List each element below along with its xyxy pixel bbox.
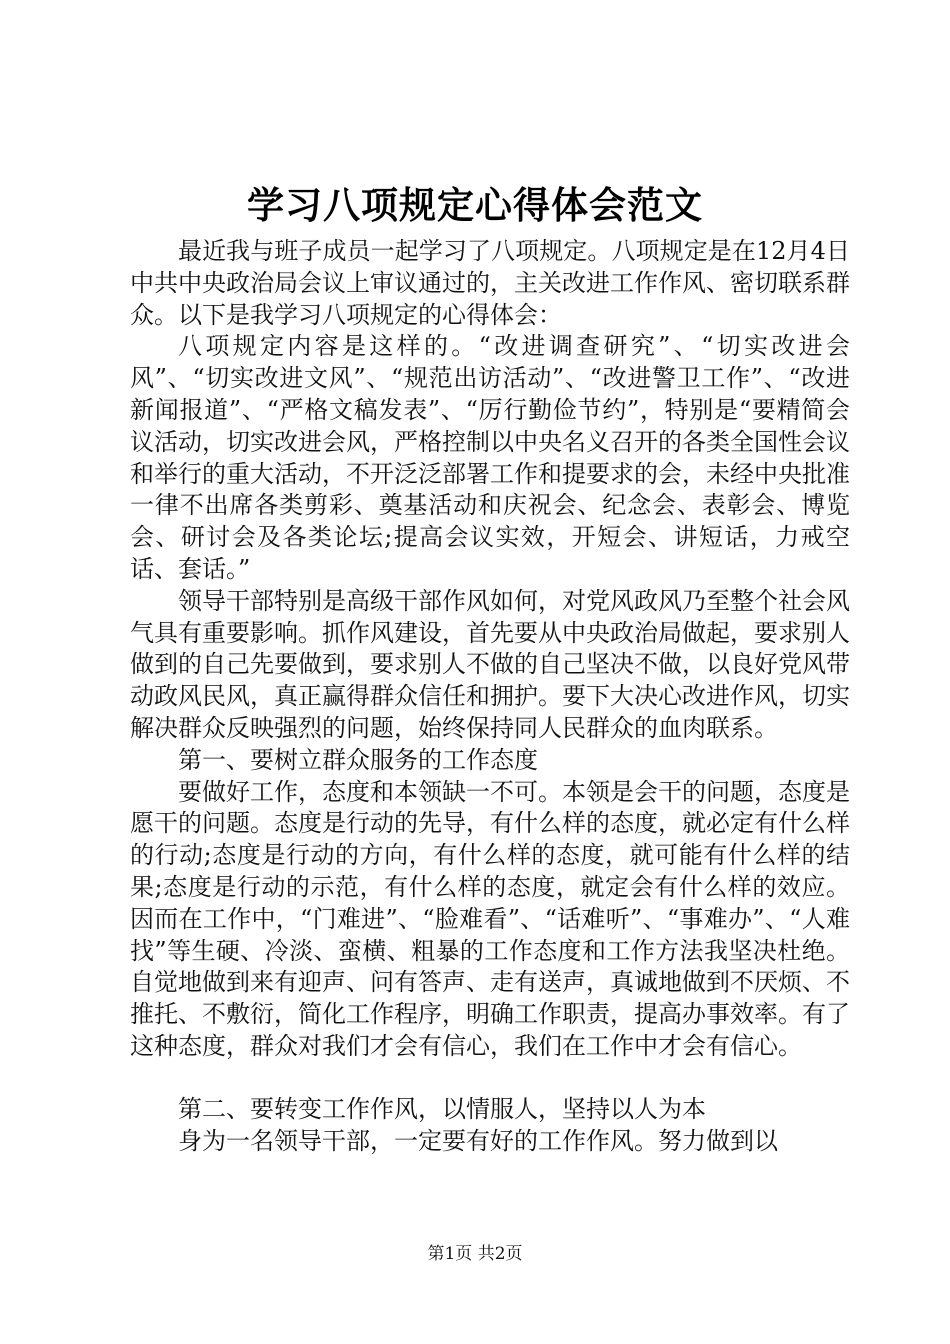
- document-body: [130, 236, 850, 1157]
- paragraph-eight-rules-content: 八项规定内容是这样的。“改进调查研究”、“切实改进会风”、“切实改进文风”、“规范出访活动”、“改进警卫工作”、“改进新闻报道”、“严格文稿发表”、“厉行勤俭节约”，特别是“要精简会议活动，切实改进会风，严格控制以中央名义召开的各类全国性会议和举行的重大活动，不开泛泛部署工作和提要求的会，未经中央批准一律不出席各类剪彩、奠基活动和庆祝会、纪念会、表彰会、博览会、研讨会及各类论坛;提高会议实效，开短会、讲短话，力戒空话、套话。”: [130, 332, 850, 583]
- paragraph-work-attitude: 要做好工作，态度和本领缺一不可。本领是会干的问题，态度是愿干的问题。态度是行动的先导，有什么样的态度，就必定有什么样的行动;态度是行动的方向，有什么样的态度，就可能有什么样的结果;态度是行动的示范，有什么样的态度，就定会有什么样的效应。因而在工作中，“门难进”、“脸难看”、“话难听”、“事难办”、“人难找”等生硬、冷淡、蛮横、粗暴的工作态度和工作方法我坚决杜绝。自觉地做到来有迎声、问有答声、走有送声，真诚地做到不厌烦、不推托、不敷衍，简化工作程序，明确工作职责，提高办事效率。有了这种态度，群众对我们才会有信心，我们在工作中才会有信心。: [130, 777, 850, 1060]
- section-heading-second: 第二、要转变工作作风，以情服人，坚持以人为本: [178, 1094, 706, 1123]
- paragraph-intro: 最近我与班子成员一起学习了八项规定。八项规定是在12月4日中共中央政治局会议上审议通过的，主关改进工作作风、密切联系群众。以下是我学习八项规定的心得体会：: [130, 237, 850, 329]
- paragraph-leadership-style: 领导干部特别是高级干部作风如何，对党风政风乃至整个社会风气具有重要影响。抓作风建设，首先要从中央政治局做起，要求别人做到的自己先要做到，要求别人不做的自己坚决不做，以良好党风带动政风民风，真正赢得群众信任和拥护。要下大决心改进作风，切实解决群众反映强烈的问题，始终保持同人民群众的血肉联系。: [130, 586, 850, 742]
- document-title: 学习八项规定心得体会范文: [247, 183, 703, 227]
- section-heading-first: 第一、要树立群众服务的工作态度: [178, 745, 538, 774]
- paragraph-work-style: 身为一名领导干部，一定要有好的工作作风。努力做到以: [178, 1126, 778, 1155]
- page-footer: 第1页 共2页: [427, 1244, 523, 1264]
- paragraph-gap: [130, 1063, 850, 1094]
